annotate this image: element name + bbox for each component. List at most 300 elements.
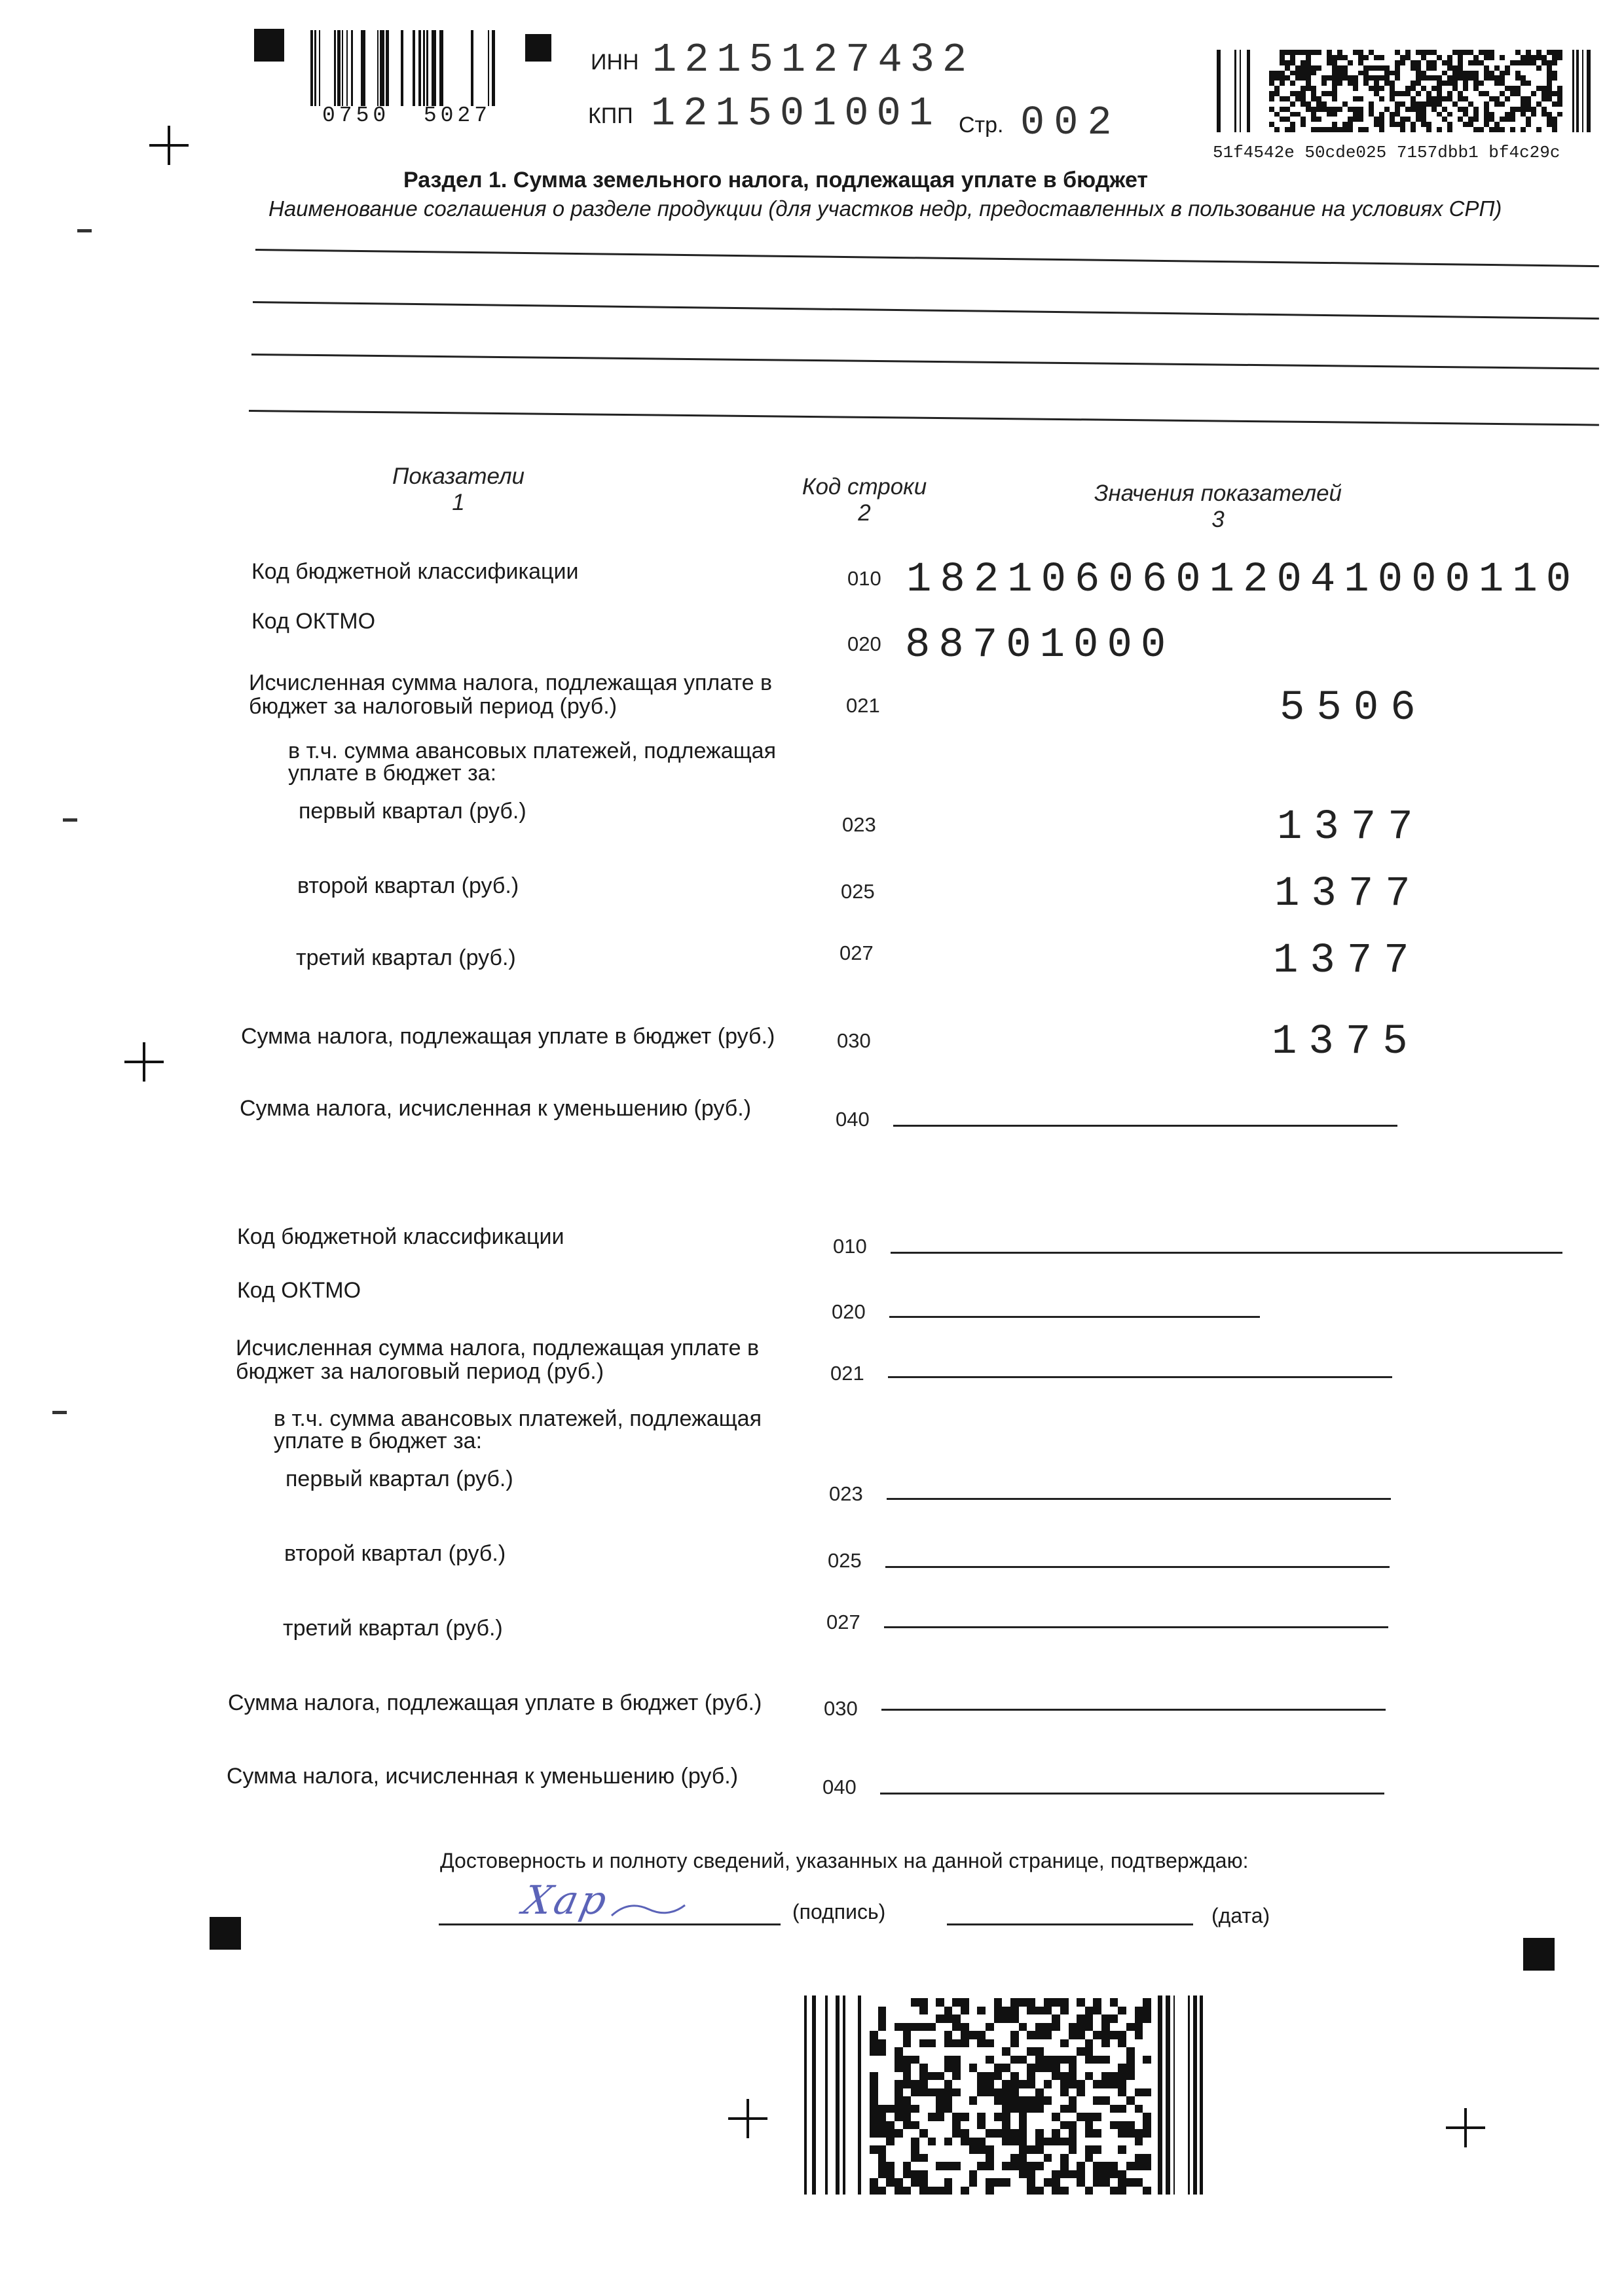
barcode-module <box>1500 117 1505 122</box>
barcode-module <box>1400 122 1405 127</box>
barcode-module <box>1489 107 1494 112</box>
barcode-module <box>1077 2023 1085 2032</box>
barcode-module <box>1552 60 1557 65</box>
barcode-module <box>1126 2154 1135 2162</box>
barcode-module <box>1526 117 1531 122</box>
barcode-module <box>1374 55 1379 60</box>
barcode-module <box>1019 2047 1027 2056</box>
barcode-module <box>1400 50 1405 55</box>
barcode-module <box>1442 122 1447 127</box>
barcode-module <box>895 2113 903 2121</box>
barcode-module <box>1374 122 1379 127</box>
barcode-module <box>1379 117 1384 122</box>
barcode-module <box>1431 86 1437 91</box>
col3-header <box>1061 481 1375 533</box>
barcode-module <box>1358 50 1363 55</box>
barcode-module <box>1052 2145 1060 2154</box>
q3-value[interactable]: 1377 <box>1273 938 1421 985</box>
barcode-module <box>977 2187 986 2195</box>
barcode-module <box>1135 2080 1143 2088</box>
barcode-bar <box>1217 50 1221 132</box>
barcode-module <box>977 2023 986 2032</box>
barcode-module <box>1390 65 1395 71</box>
barcode-module <box>1143 2162 1151 2170</box>
barcode-module <box>1479 101 1484 107</box>
barcode-module <box>1019 2113 1027 2121</box>
barcode-module <box>1526 127 1531 132</box>
margin-tick <box>77 229 92 232</box>
q1b-code: 023 <box>829 1482 863 1505</box>
barcode-module <box>1521 122 1526 127</box>
barcode-module <box>1468 117 1473 122</box>
barcode-module <box>936 2039 944 2048</box>
q1b-field-line[interactable] <box>887 1498 1391 1500</box>
barcode-module <box>878 2023 887 2032</box>
barcode-module <box>977 2162 986 2170</box>
barcode-module <box>919 2080 928 2088</box>
barcode-module <box>1060 2072 1069 2081</box>
barcode-module <box>895 2007 903 2015</box>
barcode-module <box>1077 2072 1085 2081</box>
barcode-module <box>1363 75 1369 81</box>
barcode-module <box>1295 127 1301 132</box>
barcode-module <box>1463 127 1468 132</box>
barcode-module <box>886 2039 895 2048</box>
barcode-module <box>1110 2121 1118 2130</box>
barcode-module <box>1348 117 1353 122</box>
barcode-module <box>911 2031 919 2039</box>
kbk-value[interactable]: 18210606012041000110 <box>906 556 1580 604</box>
barcode-module <box>1421 101 1426 107</box>
barcode-module <box>1316 122 1321 127</box>
barcode-module <box>1431 96 1437 101</box>
barcode-module <box>895 2187 903 2195</box>
barcode-module <box>1515 81 1521 86</box>
barcode-module <box>886 2096 895 2105</box>
barcode-module <box>1479 86 1484 91</box>
barcode-module <box>1135 2007 1143 2015</box>
barcode-module <box>1085 2023 1094 2032</box>
alignment-marker-bottom-right <box>1523 1938 1555 1971</box>
barcode-module <box>1416 86 1421 91</box>
barcode-module <box>961 2113 969 2121</box>
barcode-module <box>1002 2023 1010 2032</box>
barcode-module <box>1479 55 1484 60</box>
barcode-module <box>911 2007 919 2015</box>
barcode-module <box>870 2047 878 2056</box>
barcode-module <box>928 2138 936 2146</box>
inn-label: ИНН <box>591 50 639 75</box>
barcode-module <box>1306 55 1311 60</box>
barcode-module <box>1411 75 1416 81</box>
barcode-module <box>1126 2129 1135 2138</box>
barcode-module <box>1479 50 1484 55</box>
pay2-label: Сумма налога, подлежащая уплате в бюджет (руб.) <box>228 1690 762 1715</box>
barcode-module <box>961 2145 969 2154</box>
barcode-module <box>1321 60 1327 65</box>
barcode-module <box>1421 81 1426 86</box>
barcode-module <box>1027 2014 1035 2023</box>
barcode-module <box>1379 71 1384 76</box>
barcode-module <box>1411 91 1416 96</box>
agreement-line-2[interactable] <box>253 301 1599 319</box>
barcode-module <box>1463 60 1468 65</box>
barcode-module <box>1369 86 1374 91</box>
barcode-module <box>1301 117 1306 122</box>
barcode-module <box>1019 2023 1027 2032</box>
barcode-module <box>1505 117 1510 122</box>
barcode-module <box>1101 2129 1110 2138</box>
barcode-module <box>1269 50 1274 55</box>
barcode-module <box>878 2145 887 2154</box>
q3b-field-line[interactable] <box>884 1626 1388 1628</box>
kbk-label: Код бюджетной классификации <box>251 559 579 584</box>
barcode-module <box>1118 2096 1126 2105</box>
barcode-module <box>928 2096 936 2105</box>
barcode-module <box>1060 2170 1069 2179</box>
registration-cross-icon <box>124 1042 164 1082</box>
barcode-module <box>994 2064 1003 2072</box>
q3b-code: 027 <box>826 1611 860 1633</box>
barcode-module <box>994 1998 1003 2007</box>
barcode-module <box>1447 86 1452 91</box>
barcode-module <box>1521 60 1526 65</box>
q3b-label: третий квартал (руб.) <box>283 1616 503 1641</box>
oktmo-value[interactable]: 88701000 <box>905 622 1175 669</box>
col2-title: Код строки <box>802 474 927 500</box>
barcode-module <box>1536 55 1541 60</box>
barcode-module <box>1269 75 1274 81</box>
barcode-module <box>1552 96 1557 101</box>
barcode-module <box>1437 91 1442 96</box>
barcode-module <box>1353 55 1358 60</box>
agreement-line-4[interactable] <box>249 410 1599 426</box>
barcode-bar <box>1247 50 1250 132</box>
barcode-module <box>1306 65 1311 71</box>
date-field-line[interactable] <box>947 1923 1193 1925</box>
barcode-module <box>1316 75 1321 81</box>
barcode-module <box>1342 81 1348 86</box>
barcode-module <box>1521 91 1526 96</box>
pay-code: 030 <box>837 1029 871 1052</box>
barcode-module <box>878 2129 887 2138</box>
barcode-module <box>1027 2072 1035 2081</box>
barcode-module <box>1327 50 1332 55</box>
barcode-module <box>911 2162 919 2170</box>
barcode-module <box>1337 50 1342 55</box>
barcode-module <box>1311 127 1316 132</box>
barcode-module <box>870 2039 878 2048</box>
barcode-module <box>1274 107 1280 112</box>
barcode-module <box>1269 60 1274 65</box>
barcode-module <box>1027 2154 1035 2162</box>
barcode-module <box>1431 65 1437 71</box>
barcode-module <box>1052 2047 1060 2056</box>
barcode-module <box>919 2162 928 2170</box>
barcode-module <box>1353 127 1358 132</box>
barcode-module <box>1400 96 1405 101</box>
barcode-module <box>1521 50 1526 55</box>
q1-value[interactable]: 1377 <box>1277 804 1425 851</box>
barcode-module <box>1110 2096 1118 2105</box>
barcode-module <box>952 2096 961 2105</box>
barcode-module <box>886 2121 895 2130</box>
barcode-module <box>1143 2113 1151 2121</box>
barcode-module <box>1135 2039 1143 2048</box>
calc2-field-line[interactable] <box>888 1376 1392 1378</box>
barcode-module <box>1337 107 1342 112</box>
barcode-module <box>1118 2162 1126 2170</box>
barcode-module <box>1002 2113 1010 2121</box>
barcode-module <box>886 2064 895 2072</box>
barcode-module <box>1494 81 1500 86</box>
barcode-module <box>994 2105 1003 2113</box>
barcode-module <box>944 2145 953 2154</box>
barcode-module <box>886 2088 895 2097</box>
barcode-module <box>1342 91 1348 96</box>
barcode-module <box>1290 75 1295 81</box>
q2b-field-line[interactable] <box>885 1566 1390 1568</box>
barcode-module <box>903 2121 912 2130</box>
barcode-module <box>1353 65 1358 71</box>
barcode-module <box>1110 2014 1118 2023</box>
barcode-module <box>911 2047 919 2056</box>
barcode-module <box>1118 2121 1126 2130</box>
barcode-module <box>1035 2162 1044 2170</box>
reduce2-field-line[interactable] <box>880 1793 1384 1795</box>
barcode-module <box>1274 122 1280 127</box>
barcode-module <box>1353 117 1358 122</box>
barcode-module <box>1374 60 1379 65</box>
barcode-module <box>1044 2039 1052 2048</box>
barcode-module <box>1010 2105 1019 2113</box>
barcode-module <box>986 2178 994 2187</box>
pay2-field-line[interactable] <box>881 1709 1386 1711</box>
barcode-module <box>944 2138 953 2146</box>
barcode-module <box>1411 55 1416 60</box>
barcode-module <box>1311 107 1316 112</box>
barcode-module <box>1306 50 1311 55</box>
barcode-module <box>1473 91 1479 96</box>
barcode-module <box>1060 2014 1069 2023</box>
barcode-module <box>1342 127 1348 132</box>
barcode-module <box>895 2072 903 2081</box>
barcode-module <box>1301 71 1306 76</box>
barcode-module <box>1500 55 1505 60</box>
barcode-module <box>1126 2064 1135 2072</box>
barcode-module <box>986 2096 994 2105</box>
barcode-module <box>1484 122 1489 127</box>
q2b-code: 025 <box>828 1549 862 1572</box>
barcode-module <box>1077 2154 1085 2162</box>
barcode-module <box>1093 2178 1101 2187</box>
barcode-module <box>1093 2056 1101 2064</box>
barcode-module <box>1027 2178 1035 2187</box>
barcode-module <box>878 2047 887 2056</box>
calc-value[interactable]: 5506 <box>1280 685 1428 732</box>
barcode-module <box>1069 2014 1077 2023</box>
barcode-module <box>1421 75 1426 81</box>
barcode-module <box>1085 2088 1094 2097</box>
barcode-module <box>1353 122 1358 127</box>
barcode-module <box>1101 2072 1110 2081</box>
barcode-bar <box>1234 50 1236 132</box>
barcode-module <box>1342 122 1348 127</box>
barcode-module <box>1052 2096 1060 2105</box>
barcode-module <box>1035 2039 1044 2048</box>
barcode-module <box>903 2145 912 2154</box>
barcode-module <box>986 2138 994 2146</box>
barcode-module <box>1348 75 1353 81</box>
q2-value[interactable]: 1377 <box>1274 871 1422 918</box>
barcode-module <box>1269 86 1274 91</box>
barcode-module <box>1093 2129 1101 2138</box>
barcode-module <box>1557 101 1562 107</box>
barcode-module <box>928 2145 936 2154</box>
barcode-module <box>944 2031 953 2039</box>
barcode-module <box>1290 117 1295 122</box>
barcode-module <box>928 2007 936 2015</box>
barcode-module <box>994 2162 1003 2170</box>
barcode-bar <box>361 30 365 106</box>
barcode-module <box>1473 81 1479 86</box>
barcode-module <box>903 2096 912 2105</box>
barcode-module <box>1510 55 1515 60</box>
barcode-module <box>1348 60 1353 65</box>
barcode-module <box>1395 75 1400 81</box>
alignment-marker-bottom-left <box>210 1917 241 1950</box>
agreement-line-3[interactable] <box>251 354 1599 370</box>
barcode-module <box>1447 112 1452 117</box>
barcode-module <box>936 2007 944 2015</box>
oktmo2-field-line[interactable] <box>889 1316 1260 1318</box>
barcode-module <box>1452 112 1458 117</box>
barcode-module <box>1384 96 1390 101</box>
signature-field-line[interactable] <box>439 1923 781 1925</box>
kbk-code: 010 <box>847 567 881 590</box>
barcode-module <box>1489 65 1494 71</box>
barcode-module <box>1321 122 1327 127</box>
barcode-module <box>1010 2056 1019 2064</box>
barcode-module <box>1101 2178 1110 2187</box>
barcode-module <box>1521 65 1526 71</box>
barcode-module <box>1274 75 1280 81</box>
barcode-module <box>1431 107 1437 112</box>
barcode-module <box>1044 2096 1052 2105</box>
barcode-module <box>1458 122 1463 127</box>
barcode-module <box>1301 86 1306 91</box>
barcode-module <box>886 2047 895 2056</box>
barcode-module <box>1369 117 1374 122</box>
barcode-module <box>1400 55 1405 60</box>
barcode-module <box>1358 91 1363 96</box>
barcode-module <box>1536 86 1541 91</box>
barcode-module <box>1452 96 1458 101</box>
barcode-module <box>994 2154 1003 2162</box>
barcode-module <box>1494 55 1500 60</box>
barcode-module <box>1321 127 1327 132</box>
barcode-module <box>1019 1998 1027 2007</box>
barcode-module <box>1390 55 1395 60</box>
barcode-module <box>1400 112 1405 117</box>
barcode-module <box>1526 86 1531 91</box>
barcode-module <box>1363 60 1369 65</box>
barcode-module <box>1547 117 1552 122</box>
barcode-module <box>1494 122 1500 127</box>
barcode-module <box>1510 86 1515 91</box>
agreement-line-1[interactable] <box>255 249 1599 267</box>
barcode-module <box>1060 2039 1069 2048</box>
pay-value[interactable]: 1375 <box>1272 1019 1420 1066</box>
barcode-number: 0750 5027 <box>322 103 492 128</box>
barcode-module <box>1002 2178 1010 2187</box>
barcode-module <box>1060 2031 1069 2039</box>
barcode-module <box>1027 2080 1035 2088</box>
barcode-module <box>1411 96 1416 101</box>
kbk2-code: 010 <box>833 1235 867 1258</box>
barcode-module <box>1447 60 1452 65</box>
barcode-module <box>1515 75 1521 81</box>
barcode-module <box>1035 2023 1044 2032</box>
barcode-module <box>1421 107 1426 112</box>
barcode-module <box>1337 75 1342 81</box>
barcode-module <box>928 2056 936 2064</box>
kbk2-field-line[interactable] <box>891 1252 1562 1254</box>
barcode-module <box>1547 122 1552 127</box>
barcode-module <box>969 2007 978 2015</box>
barcode-module <box>961 2080 969 2088</box>
barcode-module <box>952 2129 961 2138</box>
barcode-module <box>1093 2113 1101 2121</box>
barcode-module <box>1557 71 1562 76</box>
barcode-module <box>911 2096 919 2105</box>
barcode-module <box>1285 55 1290 60</box>
barcode-module <box>1019 2096 1027 2105</box>
barcode-module <box>952 2105 961 2113</box>
barcode-module <box>961 2014 969 2023</box>
barcode-module <box>1405 81 1411 86</box>
barcode-module <box>1295 122 1301 127</box>
barcode-bar <box>471 30 473 106</box>
barcode-module <box>1494 96 1500 101</box>
barcode-module <box>1069 1998 1077 2007</box>
barcode-module <box>1479 117 1484 122</box>
barcode-module <box>969 2080 978 2088</box>
barcode-module <box>1395 101 1400 107</box>
barcode-module <box>952 2072 961 2081</box>
kbk2-label: Код бюджетной классификации <box>237 1224 564 1249</box>
barcode-module <box>1437 101 1442 107</box>
barcode-module <box>1143 2096 1151 2105</box>
barcode-module <box>1348 55 1353 60</box>
barcode-module <box>1526 112 1531 117</box>
barcode-module <box>1002 1998 1010 2007</box>
barcode-module <box>1421 117 1426 122</box>
barcode-module <box>1557 117 1562 122</box>
barcode-module <box>878 2162 887 2170</box>
barcode-module <box>870 1998 878 2007</box>
barcode-module <box>1280 101 1285 107</box>
barcode-module <box>1463 112 1468 117</box>
barcode-module <box>1437 107 1442 112</box>
reduce-field-line[interactable] <box>893 1125 1397 1127</box>
barcode-module <box>944 2121 953 2130</box>
barcode-module <box>928 2088 936 2097</box>
barcode-module <box>1101 2170 1110 2179</box>
barcode-module <box>870 2096 878 2105</box>
q3-code: 027 <box>840 941 874 964</box>
barcode-module <box>911 1998 919 2007</box>
